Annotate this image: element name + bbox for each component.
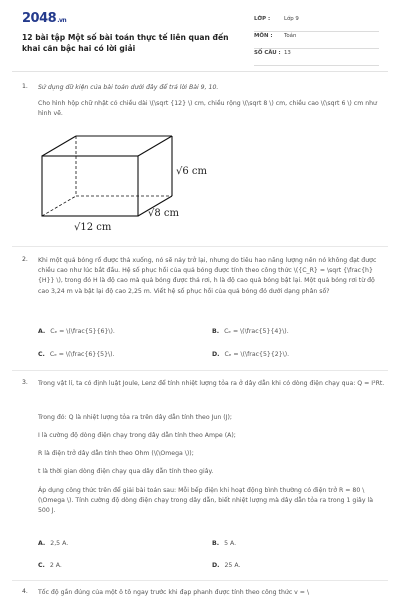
option-letter: A.	[38, 540, 46, 547]
option-text: 2 A.	[49, 562, 62, 569]
question-body: Áp dụng công thức trên để giải bài toán sau: Mỗi bếp điện khi hoạt động bình thường có điện trở R = 80 \(\Omega \). Tính cường độ dòng điện chạy trong dây dẫn, biết nhiệt lượng mà dây dẫn tỏa ra trong 1 giây là 500 J.	[38, 487, 373, 515]
cuboid-diagram	[40, 130, 220, 234]
answer-option-c[interactable]	[38, 562, 62, 569]
answer-option-a[interactable]	[38, 328, 115, 335]
option-text: Cₑ = \(\frac{5}{2}\).	[224, 351, 290, 358]
answer-option-c[interactable]	[38, 351, 115, 358]
option-letter: C.	[38, 562, 45, 569]
logo-suffix: .vn	[57, 17, 67, 24]
option-text: 2,5 A.	[50, 540, 69, 547]
definition-line: Trong đó: Q là nhiệt lượng tỏa ra trên dây dẫn tính theo Jun (J);	[38, 414, 232, 421]
question-number: 2.	[22, 256, 28, 263]
logo-main: 2048	[22, 11, 57, 26]
edge	[42, 136, 76, 156]
definition-line: R là điện trở dây dẫn tính theo Ohm (\(\Omega \));	[38, 450, 194, 457]
divider	[12, 580, 388, 581]
answer-option-d[interactable]	[212, 351, 289, 358]
width-label: √8 cm	[148, 208, 179, 219]
option-letter: A.	[38, 328, 46, 335]
option-letter: C.	[38, 351, 45, 358]
meta-value: 13	[284, 50, 291, 56]
meta-row-subject	[254, 32, 379, 49]
document-title: 12 bài tập Một số bài toán thực tế liên quan đến khai căn bậc hai có lời giải	[22, 33, 229, 53]
divider	[12, 246, 388, 247]
meta-table	[254, 15, 379, 66]
question-number: 3.	[22, 379, 28, 386]
meta-key: SỐ CÂU :	[254, 50, 281, 56]
answer-option-b[interactable]	[212, 540, 236, 547]
option-text: Cₑ = \(\frac{6}{5}\).	[49, 351, 115, 358]
site-logo[interactable]	[22, 11, 66, 26]
question-intro: Trong vật lí, ta có định luật Joule, Lenz để tính nhiệt lượng tỏa ra ở dây dẫn khi có dòng điện chạy qua: Q = I²Rt.	[38, 380, 385, 387]
question-number: 4.	[22, 588, 28, 595]
question-intro: Sử dụng dữ kiện của bài toán dưới đây để trả lời Bài 9, 10.	[38, 84, 219, 91]
page-header	[0, 0, 400, 68]
length-label: √12 cm	[74, 222, 112, 233]
question-number: 1.	[22, 83, 28, 90]
meta-key: MÔN :	[254, 33, 273, 39]
option-text: 5 A.	[224, 540, 237, 547]
divider	[12, 370, 388, 371]
question-body: Khi một quả bóng rổ được thả xuống, nó sẽ nảy trở lại, nhưng do tiêu hao năng lượng nên nó không đạt được chiều cao như lúc bắt đầu. Hệ số phục hồi của quả bóng được tính theo công thức \({C_R} = \sqrt {\frac{h}{H}} \), trong đó H là độ cao mà quả bóng được thả rơi, h là độ cao quả bóng bật lại. Một quả bóng rơi từ độ cao 3,24 m và bật lại độ cao 2,25 m. Viết hệ số phục hồi của quả bóng đó dưới dạng phân số?	[38, 257, 377, 295]
hidden-edge	[42, 196, 76, 216]
option-text: Cₑ = \(\frac{5}{6}\).	[50, 328, 115, 335]
option-text: 25 A.	[224, 562, 241, 569]
divider	[12, 71, 388, 72]
question-body: Tốc độ gần đúng của một ô tô ngay trước khi đạp phanh được tính theo công thức v = \	[38, 589, 310, 596]
height-label: √6 cm	[176, 166, 207, 177]
definition-line: t là thời gian dòng điện chạy qua dây dẫn tính theo giây.	[38, 468, 214, 475]
meta-value: Toán	[284, 33, 297, 39]
option-letter: B.	[212, 328, 220, 335]
option-letter: D.	[212, 351, 220, 358]
meta-row-count	[254, 49, 379, 66]
answer-option-d[interactable]	[212, 562, 240, 569]
meta-key: LỚP :	[254, 16, 271, 22]
answer-option-b[interactable]	[212, 328, 289, 335]
option-letter: B.	[212, 540, 220, 547]
definition-line: I là cường độ dòng điện chạy trong dây dẫn tính theo Ampe (A);	[38, 432, 236, 439]
box-figure	[40, 130, 220, 234]
edge	[138, 136, 172, 156]
question-body: Cho hình hộp chữ nhật có chiều dài \(\sqrt {12} \) cm, chiều rộng \(\sqrt 8 \) cm, chiều cao \(\sqrt 6 \) cm như hình vẽ.	[38, 100, 377, 118]
front-face	[42, 156, 138, 216]
meta-row-class	[254, 15, 379, 32]
answer-option-a[interactable]	[38, 540, 68, 547]
option-text: Cₑ = \(\frac{5}{4}\).	[224, 328, 289, 335]
meta-value: Lớp 9	[284, 16, 299, 22]
option-letter: D.	[212, 562, 220, 569]
